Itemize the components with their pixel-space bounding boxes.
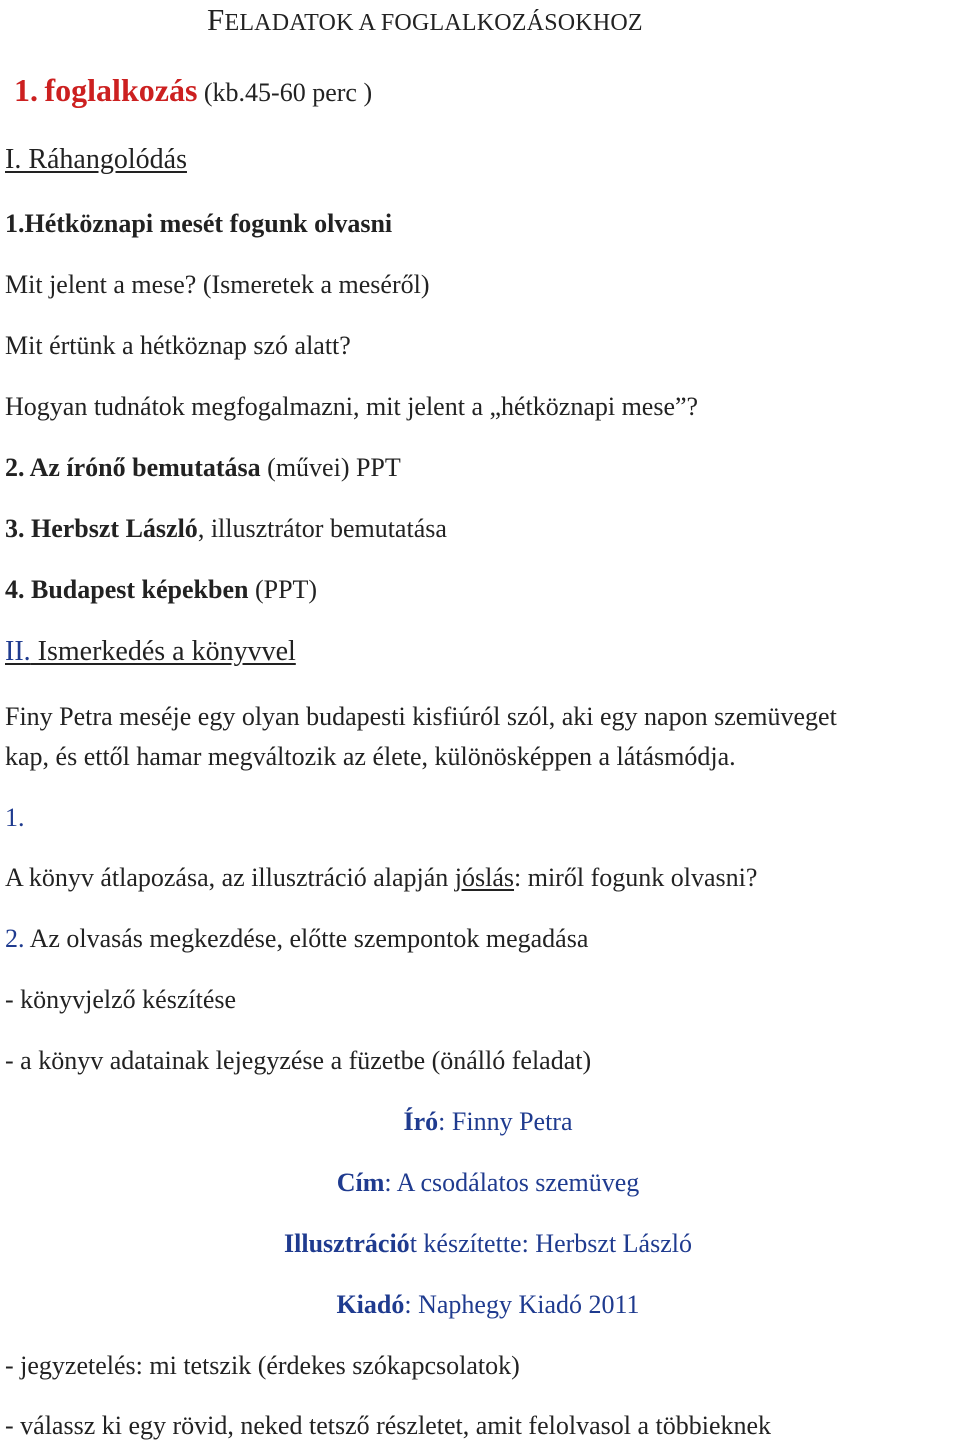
book-publisher-value: : Naphegy Kiadó 2011 bbox=[404, 1290, 640, 1319]
document-title bbox=[207, 4, 643, 39]
session-name: foglalkozás bbox=[44, 72, 198, 108]
item2-rest: (művei) PPT bbox=[260, 453, 401, 482]
title-initial: F bbox=[207, 2, 225, 37]
section2-dash2: - a könyv adatainak lejegyzése a füzetbe (önálló feladat) bbox=[5, 1046, 592, 1075]
step1-post: : miről fogunk olvasni? bbox=[514, 863, 758, 892]
section1-question1: Mit jelent a mese? (Ismeretek a meséről) bbox=[5, 270, 430, 299]
book-title-value: : A csodálatos szemüveg bbox=[384, 1168, 640, 1197]
item2-bold: 2. Az írónő bemutatása bbox=[5, 453, 261, 482]
step1-pre: A könyv átlapozása, az illusztráció alapján bbox=[5, 863, 455, 892]
item3-rest: , illusztrátor bemutatása bbox=[197, 514, 447, 543]
section1-heading: I. Ráhangolódás bbox=[5, 144, 187, 175]
title-rest: ELADATOK A FOGLALKOZÁSOKHOZ bbox=[224, 10, 643, 36]
session-heading bbox=[14, 74, 372, 109]
session-duration: (kb.45-60 perc ) bbox=[203, 78, 373, 107]
book-illustrator bbox=[0, 1228, 960, 1260]
item4-rest: (PPT) bbox=[248, 575, 318, 604]
section1-item2 bbox=[5, 452, 401, 484]
book-title bbox=[0, 1167, 960, 1199]
section2-heading bbox=[5, 636, 296, 668]
book-author-value: : Finny Petra bbox=[438, 1107, 573, 1136]
section1-item1: 1.Hétköznapi mesét fogunk olvasni bbox=[5, 209, 393, 238]
section2-paragraph-line2: kap, és ettől hamar megváltozik az élete, különösképpen a látásmódja. bbox=[5, 742, 736, 771]
section2-step1 bbox=[5, 862, 757, 894]
step2-text: Az olvasás megkezdése, előtte szempontok megadása bbox=[24, 924, 589, 953]
item4-bold: 4. Budapest képekben bbox=[5, 575, 249, 604]
section2-heading-prefix: II. bbox=[5, 636, 31, 667]
section1-item4 bbox=[5, 574, 317, 606]
task-dash4: - válassz ki egy rövid, neked tetsző részletet, amit felolvasol a többieknek bbox=[5, 1411, 772, 1440]
item3-bold: 3. Herbszt László bbox=[5, 514, 198, 543]
book-author bbox=[0, 1106, 960, 1138]
section1-question2: Mit értünk a hétköznap szó alatt? bbox=[5, 331, 351, 360]
step2-number: 2. bbox=[5, 924, 25, 953]
book-illustrator-value: t készítette: Herbszt László bbox=[409, 1229, 692, 1258]
section1-question3: Hogyan tudnátok megfogalmazni, mit jelent a „hétköznapi mese”? bbox=[5, 392, 699, 421]
section2-paragraph-line1: Finy Petra meséje egy olyan budapesti kisfiúról szól, aki egy napon szemüveget bbox=[5, 702, 837, 731]
book-illustrator-label: Illusztráció bbox=[284, 1229, 410, 1258]
book-publisher-label: Kiadó bbox=[336, 1290, 405, 1319]
book-author-label: Író bbox=[403, 1107, 439, 1136]
book-publisher bbox=[0, 1289, 960, 1321]
step1-underlined: jóslás bbox=[454, 863, 515, 892]
session-number: 1. bbox=[14, 72, 38, 108]
section2-dash1: - könyvjelző készítése bbox=[5, 985, 237, 1014]
section2-heading-rest: Ismerkedés a könyvvel bbox=[30, 636, 296, 667]
section2-step1-number: 1. bbox=[5, 803, 25, 832]
task-dash3: - jegyzetelés: mi tetszik (érdekes szókapcsolatok) bbox=[5, 1351, 520, 1380]
section2-step2 bbox=[5, 923, 588, 955]
book-title-label: Cím bbox=[336, 1168, 385, 1197]
section1-item3 bbox=[5, 513, 447, 545]
